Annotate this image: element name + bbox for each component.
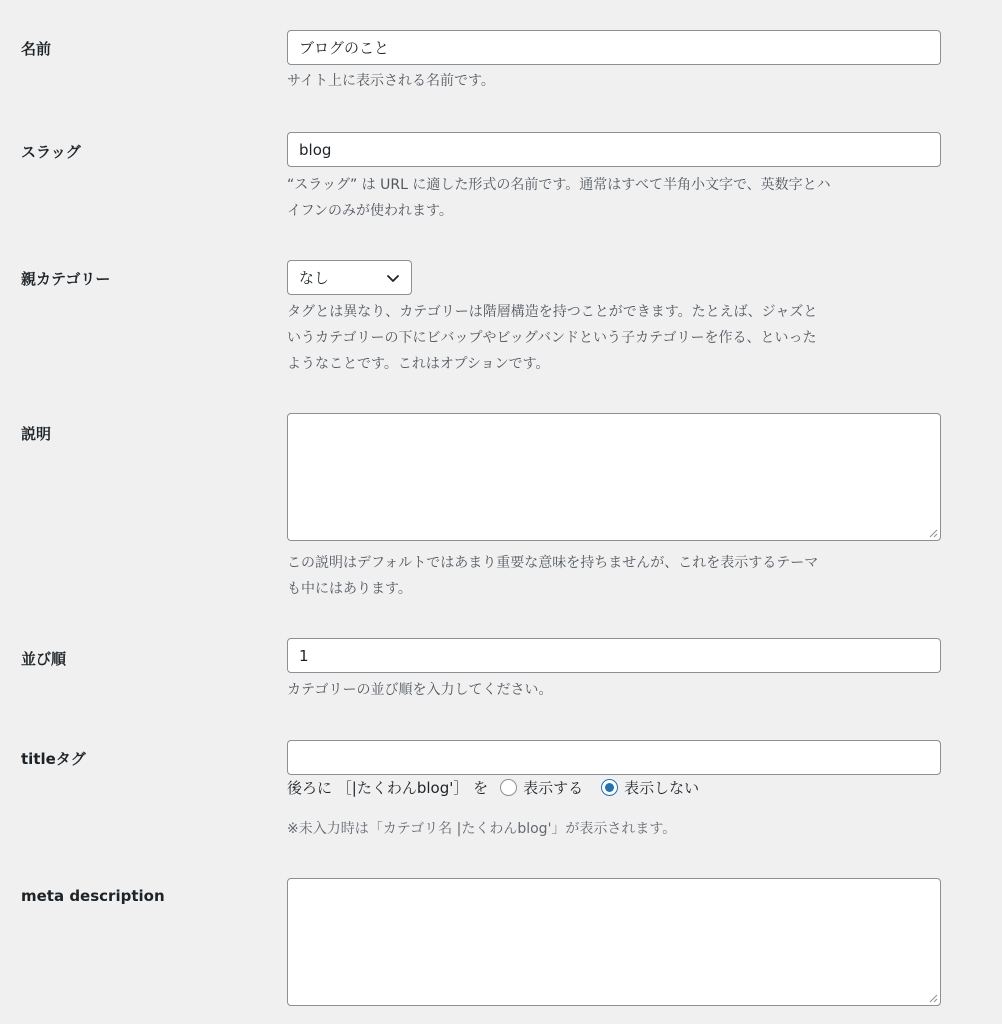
order-label: 並び順: [21, 650, 67, 668]
title-tag-note: ※未入力時は「カテゴリ名 |たくわんblog'」が表示されます。: [287, 821, 677, 837]
title-suffix-prefix: 後ろに ［|たくわんblog'］ を: [287, 778, 489, 797]
radio-hide[interactable]: [601, 779, 618, 796]
resize-grip-icon[interactable]: [929, 529, 938, 538]
description-help-line: この説明はデフォルトではあまり重要な意味を持ちませんが、これを表示するテーマ: [287, 555, 819, 571]
parent-category-description: [287, 299, 937, 377]
parent-description-line: いうカテゴリーの下にビバップやビッグバンドという子カテゴリーを作る、といった: [287, 330, 817, 346]
slug-input[interactable]: [287, 132, 941, 167]
description-label: 説明: [21, 425, 52, 443]
title-tag-label: titleタグ: [21, 750, 86, 768]
description-help: [287, 550, 937, 602]
slug-description-line: “スラッグ” は URL に適した形式の名前です。通常はすべて半角小文字で、英数字とハ: [287, 177, 831, 193]
name-description: サイト上に表示される名前です。: [287, 73, 495, 89]
name-input[interactable]: [287, 30, 941, 65]
title-tag-input[interactable]: [287, 740, 941, 775]
slug-description-line: イフンのみが使われます。: [287, 203, 453, 219]
parent-description-line: タグとは異なり、カテゴリーは階層構造を持つことができます。たとえば、ジャズと: [287, 304, 818, 320]
resize-grip-icon[interactable]: [929, 994, 938, 1003]
radio-show-option[interactable]: [500, 777, 583, 798]
parent-category-label: 親カテゴリー: [21, 270, 111, 288]
order-input[interactable]: [287, 638, 941, 673]
slug-description: [287, 172, 937, 224]
chevron-down-icon: [386, 271, 400, 285]
parent-description-line: ようなことです。これはオプションです。: [287, 356, 550, 372]
order-input-value: 1: [299, 646, 309, 665]
description-help-line: も中にはあります。: [287, 581, 412, 597]
radio-hide-option[interactable]: [601, 777, 699, 798]
radio-show-label[interactable]: 表示する: [523, 778, 584, 797]
name-label: 名前: [21, 40, 52, 58]
parent-category-selected: なし: [299, 269, 330, 287]
order-description: カテゴリーの並び順を入力してください。: [287, 682, 553, 698]
name-input-value: ブログのこと: [299, 39, 390, 57]
meta-description-label: meta description: [21, 887, 165, 905]
title-suffix-row: [287, 776, 699, 798]
parent-category-select[interactable]: [287, 260, 412, 295]
meta-description-textarea[interactable]: [287, 878, 941, 1006]
radio-hide-label[interactable]: 表示しない: [624, 778, 700, 797]
slug-label: スラッグ: [21, 143, 81, 161]
radio-show[interactable]: [500, 779, 517, 796]
description-textarea[interactable]: [287, 413, 941, 541]
slug-input-value: blog: [299, 140, 332, 159]
